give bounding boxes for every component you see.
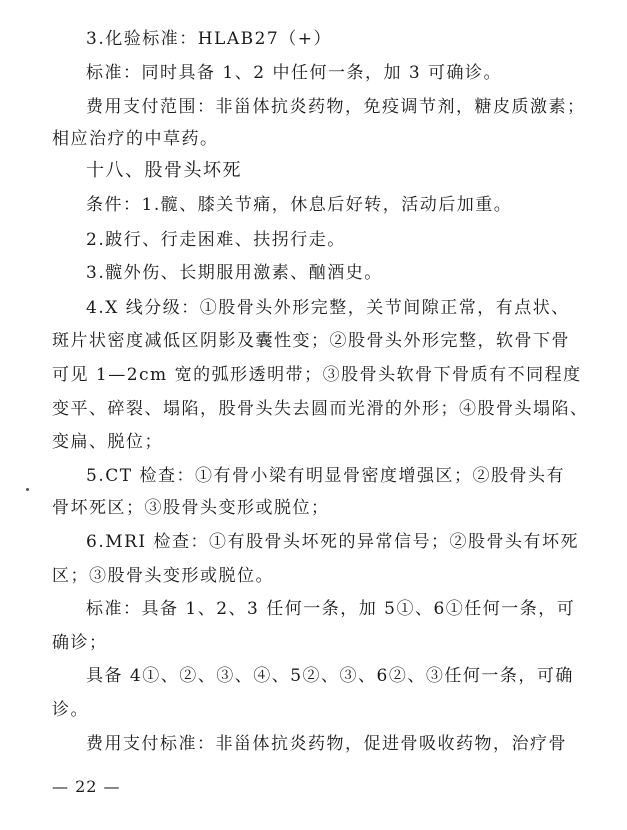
standard-continued: 确诊； — [52, 633, 108, 653]
payment-standard-line: 费用支付标准：非甾体抗炎药物，促进骨吸收药物，治疗骨 — [86, 734, 567, 754]
criteria-continued: 诊。 — [52, 700, 89, 720]
payment-scope-line: 费用支付范围：非甾体抗炎药物，免疫调节剂，糖皮质激素； — [86, 97, 586, 117]
xray-grading-continued-4: 变扁、脱位； — [52, 432, 163, 452]
payment-scope-continued-line: 相应治疗的中草药。 — [52, 129, 219, 149]
condition-line-3: 3.髋外伤、长期服用激素、酗酒史。 — [86, 263, 383, 283]
condition-line-1: 条件：1.髋、膝关节痛，休息后好转，活动后加重。 — [86, 195, 513, 215]
section-heading: 十八、股骨头坏死 — [86, 160, 242, 181]
standard-line: 标准：具备 1、2、3 任何一条，加 5①、6①任何一条，可 — [86, 599, 576, 619]
mri-exam-continued: 区；③股骨头变形或脱位。 — [52, 566, 274, 586]
scan-speck — [26, 488, 29, 491]
xray-grading-continued-2: 可见 1—2cm 宽的弧形透明带；③股骨头软骨下骨质有不同程度 — [52, 365, 582, 385]
lab-standard-line: 3.化验标准：HLAB27（+） — [86, 29, 332, 49]
diagnosis-standard-line: 标准：同时具备 1、2 中任何一条，加 3 可确诊。 — [86, 63, 503, 83]
condition-line-2: 2.跛行、行走困难、扶拐行走。 — [86, 230, 346, 250]
ct-exam-line: 5.CT 检查：①有骨小梁有明显骨密度增强区；②股骨头有 — [86, 466, 565, 486]
xray-grading-continued-3: 变平、碎裂、塌陷，股骨头失去圆而光滑的外形；④股骨头塌陷、 — [52, 399, 589, 419]
mri-exam-line: 6.MRI 检查：①有股骨头坏死的异常信号；②股骨头有坏死 — [86, 532, 580, 552]
xray-grading-continued-1: 斑片状密度减低区阴影及囊性变；②股骨头外形完整，软骨下骨 — [52, 331, 570, 351]
criteria-line: 具备 4①、②、③、④、5②、③、6②、③任何一条，可确 — [86, 666, 574, 686]
xray-grading-line: 4.X 线分级：①股骨头外形完整，关节间隙正常，有点状、 — [86, 298, 570, 318]
ct-exam-continued: 骨坏死区；③股骨头变形或脱位； — [52, 498, 330, 518]
page-number: — 22 — — [52, 777, 121, 796]
